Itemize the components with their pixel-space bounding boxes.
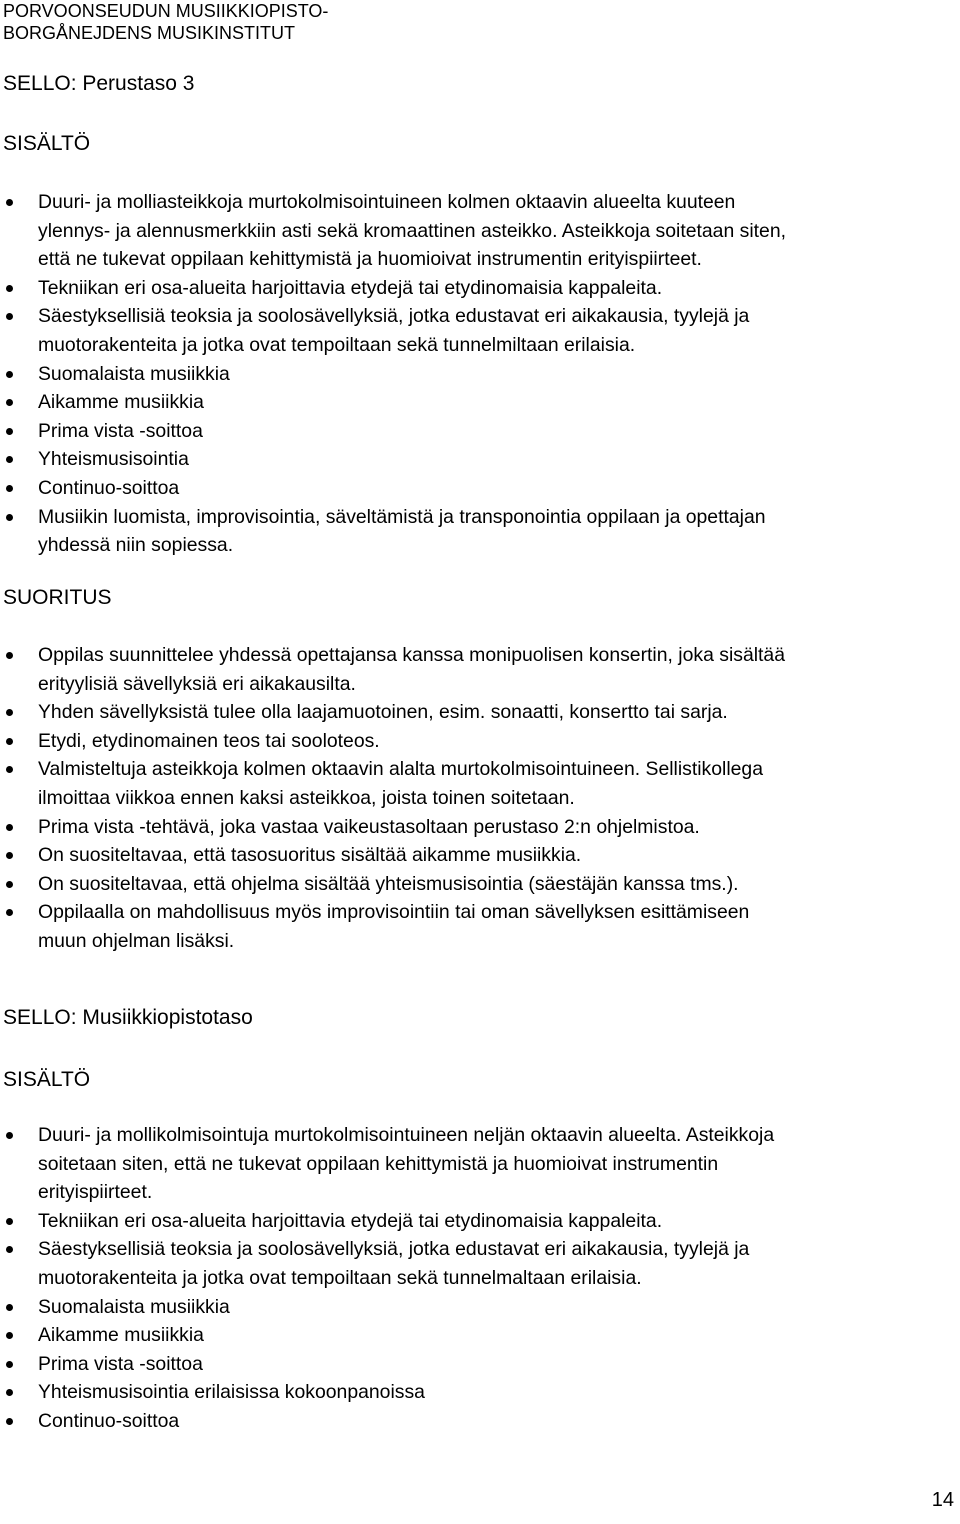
section2-title: SELLO: Musiikkiopistotaso	[3, 1006, 253, 1029]
list-item-line: Musiikin luomista, improvisointia, säveltämistä ja transponointia oppilaan ja opettajan	[38, 505, 766, 528]
list-item-line: Säestyksellisiä teoksia ja soolosävellyksiä, jotka edustavat eri aikakausia, tyylejä ja	[38, 305, 750, 328]
bullet-icon	[6, 485, 13, 492]
bullet-icon	[6, 824, 13, 831]
list-item-line: soitetaan siten, että ne tukevat oppilaan kehittymistä ja huomioivat instrumentin	[38, 1152, 719, 1175]
bullet-icon	[6, 1132, 13, 1139]
bullet-icon	[6, 514, 13, 521]
bullet-icon	[6, 652, 13, 659]
bullet-icon	[6, 1418, 13, 1425]
institution-name-line1: PORVOONSEUDUN MUSIIKKIOPISTO-	[3, 1, 329, 21]
list-item-line: muotorakenteita ja jotka ovat tempoiltaan sekä tunnelmiltaan erilaisia.	[38, 333, 636, 356]
section2-content-heading: SISÄLTÖ	[3, 1068, 91, 1091]
list-item-line: erityispiirteet.	[38, 1181, 153, 1204]
bullet-icon	[6, 456, 13, 463]
bullet-icon	[6, 881, 13, 888]
list-item-line: Suomalaista musiikkia	[38, 362, 230, 385]
list-item-line: Etydi, etydinomainen teos tai sooloteos.	[38, 729, 380, 752]
list-item-line: Tekniikan eri osa-alueita harjoittavia etydejä tai etydinomaisia kappaleita.	[38, 276, 663, 299]
page-number: 14	[931, 1489, 954, 1511]
list-item-line: Yhden sävellyksistä tulee olla laajamuotoinen, esim. sonaatti, konsertto tai sarja.	[38, 701, 728, 724]
bullet-icon	[6, 766, 13, 773]
list-item-line: Yhteismusisointia	[38, 448, 189, 471]
list-item-line: Prima vista -soittoa	[38, 1352, 203, 1375]
list-item-line: Prima vista -soittoa	[38, 419, 203, 442]
bullet-icon	[6, 313, 13, 320]
bullet-icon	[6, 1246, 13, 1253]
list-item-line: Tekniikan eri osa-alueita harjoittavia etydejä tai etydinomaisia kappaleita.	[38, 1209, 663, 1232]
list-item-line: muotorakenteita ja jotka ovat tempoiltaan sekä tunnelmaltaan erilaisia.	[38, 1266, 642, 1289]
list-item-line: että ne tukevat oppilaan kehittymistä ja huomioivat instrumentin erityispiirteet.	[38, 248, 702, 271]
list-item-line: Oppilaalla on mahdollisuus myös improvisointiin tai oman sävellyksen esittämiseen	[38, 901, 750, 924]
list-item-line: Säestyksellisiä teoksia ja soolosävellyksiä, jotka edustavat eri aikakausia, tyylejä ja	[38, 1238, 750, 1261]
list-item-line: Valmisteltuja asteikkoja kolmen oktaavin alalta murtokolmisointuineen. Sellistikollega	[38, 758, 763, 781]
institution-name-line2: BORGÅNEJDENS MUSIKINSTITUT	[3, 23, 296, 43]
list-item-line: ylennys- ja alennusmerkkiin asti sekä kromaattinen asteikko. Asteikkoja soitetaan siten,	[38, 219, 786, 242]
list-item-line: Duuri- ja mollikolmisointuja murtokolmisointuineen neljän oktaavin alueelta. Asteikkoja	[38, 1124, 775, 1146]
list-item-line: Continuo-soittoa	[38, 477, 180, 499]
bullet-icon	[6, 1304, 13, 1311]
bullet-icon	[6, 909, 13, 916]
bullet-icon	[6, 1389, 13, 1396]
bullet-icon	[6, 285, 13, 292]
institution-header	[3, 0, 328, 44]
list-item-line: yhdessä niin sopiessa.	[38, 534, 234, 557]
bullet-icon	[6, 199, 13, 206]
list-item-line: On suositeltavaa, että ohjelma sisältää yhteismusisointia (säestäjän kanssa tms.).	[38, 872, 739, 895]
bullet-icon	[6, 399, 13, 406]
list-item-line: ilmoittaa viikkoa ennen kaksi asteikkoa, joista toinen soitetaan.	[38, 786, 575, 809]
list-item-line: Suomalaista musiikkia	[38, 1295, 230, 1318]
bullet-icon	[6, 738, 13, 745]
list-item-line: Aikamme musiikkia	[38, 1324, 204, 1347]
bullet-icon	[6, 428, 13, 435]
section1-content-heading: SISÄLTÖ	[3, 132, 91, 155]
list-item-line: Duuri- ja molliasteikkoja murtokolmisointuineen kolmen oktaavin alueelta kuuteen	[38, 191, 736, 213]
bullet-icon	[6, 371, 13, 378]
section1-performance-heading: SUORITUS	[3, 586, 112, 609]
list-item-line: Aikamme musiikkia	[38, 391, 204, 414]
bullet-icon	[6, 1361, 13, 1368]
bullet-icon	[6, 1332, 13, 1339]
bullet-icon	[6, 709, 13, 716]
list-item-line: On suositeltavaa, että tasosuoritus sisältää aikamme musiikkia.	[38, 844, 582, 867]
section1-title: SELLO: Perustaso 3	[3, 72, 195, 95]
bullet-icon	[6, 852, 13, 859]
list-item-line: muun ohjelman lisäksi.	[38, 929, 235, 952]
list-item-line: Oppilas suunnittelee yhdessä opettajansa kanssa monipuolisen konsertin, joka sisältää	[38, 644, 785, 666]
bullet-icon	[6, 1218, 13, 1225]
list-item-line: Prima vista -tehtävä, joka vastaa vaikeustasoltaan perustaso 2:n ohjelmistoa.	[38, 815, 700, 838]
list-item-line: Continuo-soittoa	[38, 1410, 180, 1432]
list-item-line: erityylisiä sävellyksiä eri aikakausilta.	[38, 672, 356, 695]
list-item-line: Yhteismusisointia erilaisissa kokoonpanoissa	[38, 1381, 425, 1404]
